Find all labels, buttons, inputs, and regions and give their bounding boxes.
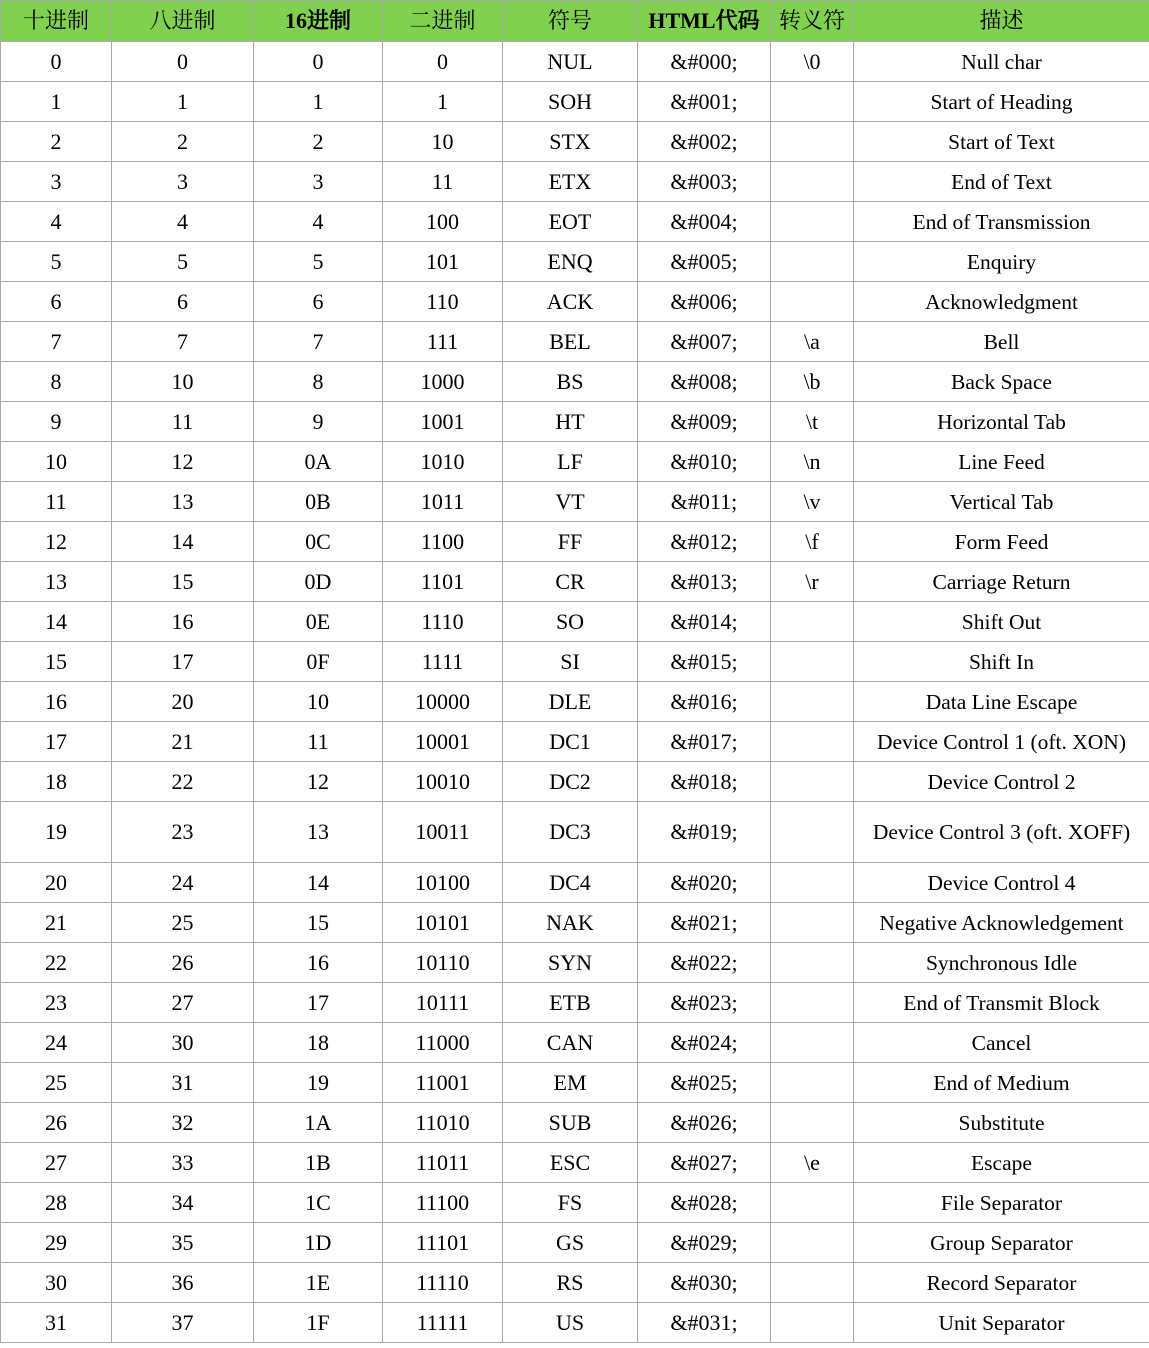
cell-octal: 27: [112, 983, 254, 1023]
cell-binary: 1111: [383, 642, 503, 682]
cell-binary: 11000: [383, 1023, 503, 1063]
cell-binary: 1011: [383, 482, 503, 522]
cell-symbol: SI: [503, 642, 638, 682]
cell-escape: [771, 983, 854, 1023]
cell-octal: 11: [112, 402, 254, 442]
cell-octal: 14: [112, 522, 254, 562]
cell-html-code: &#025;: [638, 1063, 771, 1103]
cell-escape: [771, 1263, 854, 1303]
cell-decimal: 16: [1, 682, 112, 722]
cell-decimal: 24: [1, 1023, 112, 1063]
cell-symbol: LF: [503, 442, 638, 482]
cell-hex: 14: [254, 863, 383, 903]
cell-html-code: &#005;: [638, 242, 771, 282]
table-row: [1, 1183, 1149, 1223]
cell-html-code: &#003;: [638, 162, 771, 202]
cell-description: Unit Separator: [854, 1303, 1149, 1343]
cell-octal: 16: [112, 602, 254, 642]
cell-escape: \b: [771, 362, 854, 402]
table-row: [1, 1223, 1149, 1263]
cell-html-code: &#014;: [638, 602, 771, 642]
table-row: [1, 202, 1149, 242]
cell-decimal: 12: [1, 522, 112, 562]
cell-octal: 12: [112, 442, 254, 482]
cell-decimal: 0: [1, 42, 112, 82]
cell-octal: 0: [112, 42, 254, 82]
cell-symbol: ETB: [503, 983, 638, 1023]
cell-octal: 33: [112, 1143, 254, 1183]
cell-hex: 1A: [254, 1103, 383, 1143]
cell-hex: 17: [254, 983, 383, 1023]
cell-symbol: BS: [503, 362, 638, 402]
cell-symbol: FF: [503, 522, 638, 562]
cell-binary: 11100: [383, 1183, 503, 1223]
cell-description: Horizontal Tab: [854, 402, 1149, 442]
cell-html-code: &#022;: [638, 943, 771, 983]
cell-octal: 13: [112, 482, 254, 522]
cell-description: Start of Text: [854, 122, 1149, 162]
cell-decimal: 28: [1, 1183, 112, 1223]
cell-html-code: &#009;: [638, 402, 771, 442]
cell-escape: \n: [771, 442, 854, 482]
cell-binary: 10: [383, 122, 503, 162]
cell-description: Device Control 1 (oft. XON): [854, 722, 1149, 762]
cell-symbol: DC1: [503, 722, 638, 762]
cell-decimal: 29: [1, 1223, 112, 1263]
cell-hex: 0F: [254, 642, 383, 682]
cell-escape: \a: [771, 322, 854, 362]
cell-binary: 1: [383, 82, 503, 122]
cell-escape: [771, 642, 854, 682]
cell-hex: 19: [254, 1063, 383, 1103]
table-row: [1, 602, 1149, 642]
cell-description: Form Feed: [854, 522, 1149, 562]
cell-decimal: 22: [1, 943, 112, 983]
cell-binary: 10001: [383, 722, 503, 762]
cell-symbol: SYN: [503, 943, 638, 983]
cell-escape: [771, 762, 854, 802]
cell-octal: 20: [112, 682, 254, 722]
cell-hex: 8: [254, 362, 383, 402]
cell-description: Device Control 2: [854, 762, 1149, 802]
cell-symbol: HT: [503, 402, 638, 442]
cell-decimal: 5: [1, 242, 112, 282]
cell-decimal: 9: [1, 402, 112, 442]
cell-description: Carriage Return: [854, 562, 1149, 602]
cell-description: Device Control 4: [854, 863, 1149, 903]
cell-octal: 36: [112, 1263, 254, 1303]
cell-hex: 16: [254, 943, 383, 983]
table-row: [1, 802, 1149, 863]
cell-octal: 21: [112, 722, 254, 762]
cell-symbol: GS: [503, 1223, 638, 1263]
table-row: [1, 522, 1149, 562]
cell-binary: 1001: [383, 402, 503, 442]
cell-hex: 18: [254, 1023, 383, 1063]
cell-escape: [771, 1303, 854, 1343]
cell-binary: 1100: [383, 522, 503, 562]
cell-symbol: ETX: [503, 162, 638, 202]
header-octal: 八进制: [112, 1, 254, 42]
header-description: 描述: [854, 1, 1149, 42]
cell-escape: [771, 863, 854, 903]
cell-escape: [771, 282, 854, 322]
cell-html-code: &#019;: [638, 802, 771, 863]
table-row: [1, 983, 1149, 1023]
table-row: [1, 1023, 1149, 1063]
cell-binary: 10011: [383, 802, 503, 863]
cell-hex: 3: [254, 162, 383, 202]
cell-symbol: US: [503, 1303, 638, 1343]
cell-decimal: 1: [1, 82, 112, 122]
cell-html-code: &#012;: [638, 522, 771, 562]
cell-decimal: 23: [1, 983, 112, 1023]
cell-html-code: &#023;: [638, 983, 771, 1023]
cell-escape: [771, 162, 854, 202]
cell-description: End of Text: [854, 162, 1149, 202]
cell-html-code: &#029;: [638, 1223, 771, 1263]
cell-decimal: 20: [1, 863, 112, 903]
cell-decimal: 10: [1, 442, 112, 482]
cell-description: Synchronous Idle: [854, 943, 1149, 983]
cell-symbol: DC3: [503, 802, 638, 863]
cell-escape: \0: [771, 42, 854, 82]
cell-description: Vertical Tab: [854, 482, 1149, 522]
cell-decimal: 2: [1, 122, 112, 162]
table-row: [1, 903, 1149, 943]
cell-html-code: &#020;: [638, 863, 771, 903]
table-row: [1, 362, 1149, 402]
cell-octal: 7: [112, 322, 254, 362]
cell-binary: 110: [383, 282, 503, 322]
cell-description: Device Control 3 (oft. XOFF): [854, 802, 1149, 863]
cell-octal: 35: [112, 1223, 254, 1263]
cell-html-code: &#004;: [638, 202, 771, 242]
cell-html-code: &#018;: [638, 762, 771, 802]
cell-escape: [771, 903, 854, 943]
cell-hex: 1C: [254, 1183, 383, 1223]
cell-symbol: ENQ: [503, 242, 638, 282]
cell-symbol: DC2: [503, 762, 638, 802]
cell-html-code: &#008;: [638, 362, 771, 402]
cell-symbol: EOT: [503, 202, 638, 242]
header-symbol: 符号: [503, 1, 638, 42]
cell-html-code: &#001;: [638, 82, 771, 122]
cell-binary: 1110: [383, 602, 503, 642]
cell-hex: 2: [254, 122, 383, 162]
cell-escape: [771, 1063, 854, 1103]
cell-description: Bell: [854, 322, 1149, 362]
cell-octal: 17: [112, 642, 254, 682]
table-row: [1, 282, 1149, 322]
cell-decimal: 19: [1, 802, 112, 863]
table-row: [1, 322, 1149, 362]
cell-binary: 11001: [383, 1063, 503, 1103]
cell-html-code: &#015;: [638, 642, 771, 682]
cell-octal: 34: [112, 1183, 254, 1223]
cell-symbol: ACK: [503, 282, 638, 322]
cell-description: File Separator: [854, 1183, 1149, 1223]
header-escape: 转义符: [771, 1, 854, 42]
cell-symbol: CR: [503, 562, 638, 602]
cell-hex: 0D: [254, 562, 383, 602]
cell-binary: 1000: [383, 362, 503, 402]
cell-octal: 1: [112, 82, 254, 122]
cell-binary: 111: [383, 322, 503, 362]
table-row: [1, 1263, 1149, 1303]
cell-octal: 3: [112, 162, 254, 202]
cell-decimal: 15: [1, 642, 112, 682]
cell-escape: \t: [771, 402, 854, 442]
cell-escape: [771, 1183, 854, 1223]
cell-octal: 31: [112, 1063, 254, 1103]
table-row: [1, 943, 1149, 983]
cell-escape: [771, 943, 854, 983]
cell-escape: \v: [771, 482, 854, 522]
cell-symbol: SOH: [503, 82, 638, 122]
cell-decimal: 11: [1, 482, 112, 522]
cell-html-code: &#011;: [638, 482, 771, 522]
cell-decimal: 14: [1, 602, 112, 642]
cell-octal: 25: [112, 903, 254, 943]
cell-octal: 22: [112, 762, 254, 802]
cell-symbol: BEL: [503, 322, 638, 362]
cell-hex: 1E: [254, 1263, 383, 1303]
cell-binary: 10000: [383, 682, 503, 722]
table-row: [1, 1143, 1149, 1183]
cell-description: Acknowledgment: [854, 282, 1149, 322]
table-row: [1, 242, 1149, 282]
cell-hex: 11: [254, 722, 383, 762]
cell-hex: 1D: [254, 1223, 383, 1263]
cell-html-code: &#021;: [638, 903, 771, 943]
cell-html-code: &#026;: [638, 1103, 771, 1143]
cell-binary: 1101: [383, 562, 503, 602]
cell-binary: 10010: [383, 762, 503, 802]
cell-binary: 0: [383, 42, 503, 82]
cell-description: Null char: [854, 42, 1149, 82]
cell-hex: 10: [254, 682, 383, 722]
cell-binary: 1010: [383, 442, 503, 482]
cell-hex: 12: [254, 762, 383, 802]
cell-decimal: 3: [1, 162, 112, 202]
cell-hex: 5: [254, 242, 383, 282]
cell-escape: [771, 122, 854, 162]
cell-escape: [771, 802, 854, 863]
cell-html-code: &#024;: [638, 1023, 771, 1063]
cell-symbol: RS: [503, 1263, 638, 1303]
cell-escape: [771, 82, 854, 122]
cell-escape: [771, 1023, 854, 1063]
cell-description: Negative Acknowledgement: [854, 903, 1149, 943]
cell-escape: [771, 1103, 854, 1143]
cell-symbol: SUB: [503, 1103, 638, 1143]
cell-decimal: 31: [1, 1303, 112, 1343]
cell-html-code: &#010;: [638, 442, 771, 482]
cell-decimal: 17: [1, 722, 112, 762]
table-body: [1, 42, 1149, 1343]
cell-html-code: &#017;: [638, 722, 771, 762]
cell-octal: 2: [112, 122, 254, 162]
table-row: [1, 1103, 1149, 1143]
cell-symbol: ESC: [503, 1143, 638, 1183]
cell-symbol: SO: [503, 602, 638, 642]
cell-binary: 11110: [383, 1263, 503, 1303]
cell-symbol: NAK: [503, 903, 638, 943]
cell-hex: 0: [254, 42, 383, 82]
cell-description: Substitute: [854, 1103, 1149, 1143]
cell-escape: [771, 242, 854, 282]
header-hex: 16进制: [254, 1, 383, 42]
cell-symbol: CAN: [503, 1023, 638, 1063]
table-row: [1, 122, 1149, 162]
cell-decimal: 26: [1, 1103, 112, 1143]
table-row: [1, 402, 1149, 442]
cell-binary: 11: [383, 162, 503, 202]
cell-decimal: 27: [1, 1143, 112, 1183]
cell-hex: 1B: [254, 1143, 383, 1183]
cell-escape: \r: [771, 562, 854, 602]
cell-octal: 24: [112, 863, 254, 903]
cell-decimal: 8: [1, 362, 112, 402]
cell-octal: 15: [112, 562, 254, 602]
table-row: [1, 162, 1149, 202]
cell-escape: [771, 202, 854, 242]
cell-octal: 32: [112, 1103, 254, 1143]
table-row: [1, 863, 1149, 903]
cell-html-code: &#000;: [638, 42, 771, 82]
cell-description: Shift Out: [854, 602, 1149, 642]
cell-octal: 10: [112, 362, 254, 402]
cell-symbol: NUL: [503, 42, 638, 82]
cell-escape: [771, 682, 854, 722]
cell-symbol: DC4: [503, 863, 638, 903]
cell-hex: 15: [254, 903, 383, 943]
table-row: [1, 562, 1149, 602]
cell-decimal: 7: [1, 322, 112, 362]
cell-symbol: DLE: [503, 682, 638, 722]
cell-description: Cancel: [854, 1023, 1149, 1063]
header-decimal: 十进制: [1, 1, 112, 42]
cell-decimal: 25: [1, 1063, 112, 1103]
cell-binary: 11111: [383, 1303, 503, 1343]
cell-binary: 100: [383, 202, 503, 242]
header-html-code: HTML代码: [638, 1, 771, 42]
cell-binary: 10110: [383, 943, 503, 983]
cell-description: Start of Heading: [854, 82, 1149, 122]
cell-hex: 0B: [254, 482, 383, 522]
cell-hex: 1: [254, 82, 383, 122]
cell-binary: 11101: [383, 1223, 503, 1263]
cell-hex: 0C: [254, 522, 383, 562]
cell-description: Line Feed: [854, 442, 1149, 482]
cell-binary: 10100: [383, 863, 503, 903]
cell-description: End of Transmission: [854, 202, 1149, 242]
cell-decimal: 6: [1, 282, 112, 322]
table-row: [1, 722, 1149, 762]
cell-html-code: &#016;: [638, 682, 771, 722]
cell-escape: [771, 722, 854, 762]
cell-hex: 4: [254, 202, 383, 242]
cell-escape: \e: [771, 1143, 854, 1183]
cell-binary: 10111: [383, 983, 503, 1023]
table-row: [1, 1063, 1149, 1103]
cell-description: Data Line Escape: [854, 682, 1149, 722]
cell-description: End of Medium: [854, 1063, 1149, 1103]
cell-decimal: 4: [1, 202, 112, 242]
table-row: [1, 482, 1149, 522]
cell-escape: [771, 602, 854, 642]
cell-description: Enquiry: [854, 242, 1149, 282]
cell-binary: 101: [383, 242, 503, 282]
cell-symbol: EM: [503, 1063, 638, 1103]
table-row: [1, 762, 1149, 802]
cell-html-code: &#002;: [638, 122, 771, 162]
table-row: [1, 442, 1149, 482]
cell-binary: 11010: [383, 1103, 503, 1143]
cell-binary: 10101: [383, 903, 503, 943]
cell-html-code: &#028;: [638, 1183, 771, 1223]
cell-description: Escape: [854, 1143, 1149, 1183]
cell-octal: 26: [112, 943, 254, 983]
cell-html-code: &#006;: [638, 282, 771, 322]
cell-binary: 11011: [383, 1143, 503, 1183]
cell-description: Shift In: [854, 642, 1149, 682]
header-row: [1, 1, 1149, 42]
table-row: [1, 42, 1149, 82]
cell-decimal: 21: [1, 903, 112, 943]
table-row: [1, 682, 1149, 722]
cell-hex: 9: [254, 402, 383, 442]
cell-symbol: FS: [503, 1183, 638, 1223]
cell-description: End of Transmit Block: [854, 983, 1149, 1023]
table-row: [1, 82, 1149, 122]
cell-escape: \f: [771, 522, 854, 562]
cell-escape: [771, 1223, 854, 1263]
cell-hex: 0E: [254, 602, 383, 642]
cell-octal: 5: [112, 242, 254, 282]
cell-symbol: VT: [503, 482, 638, 522]
cell-symbol: STX: [503, 122, 638, 162]
header-binary: 二进制: [383, 1, 503, 42]
table-row: [1, 1303, 1149, 1343]
cell-octal: 37: [112, 1303, 254, 1343]
cell-description: Group Separator: [854, 1223, 1149, 1263]
cell-html-code: &#031;: [638, 1303, 771, 1343]
cell-decimal: 13: [1, 562, 112, 602]
cell-octal: 30: [112, 1023, 254, 1063]
cell-hex: 6: [254, 282, 383, 322]
cell-octal: 6: [112, 282, 254, 322]
cell-decimal: 18: [1, 762, 112, 802]
cell-octal: 23: [112, 802, 254, 863]
cell-description: Back Space: [854, 362, 1149, 402]
table-row: [1, 642, 1149, 682]
cell-html-code: &#030;: [638, 1263, 771, 1303]
cell-hex: 1F: [254, 1303, 383, 1343]
cell-hex: 7: [254, 322, 383, 362]
cell-hex: 0A: [254, 442, 383, 482]
cell-octal: 4: [112, 202, 254, 242]
cell-html-code: &#013;: [638, 562, 771, 602]
cell-hex: 13: [254, 802, 383, 863]
cell-description: Record Separator: [854, 1263, 1149, 1303]
cell-decimal: 30: [1, 1263, 112, 1303]
cell-html-code: &#027;: [638, 1143, 771, 1183]
cell-html-code: &#007;: [638, 322, 771, 362]
